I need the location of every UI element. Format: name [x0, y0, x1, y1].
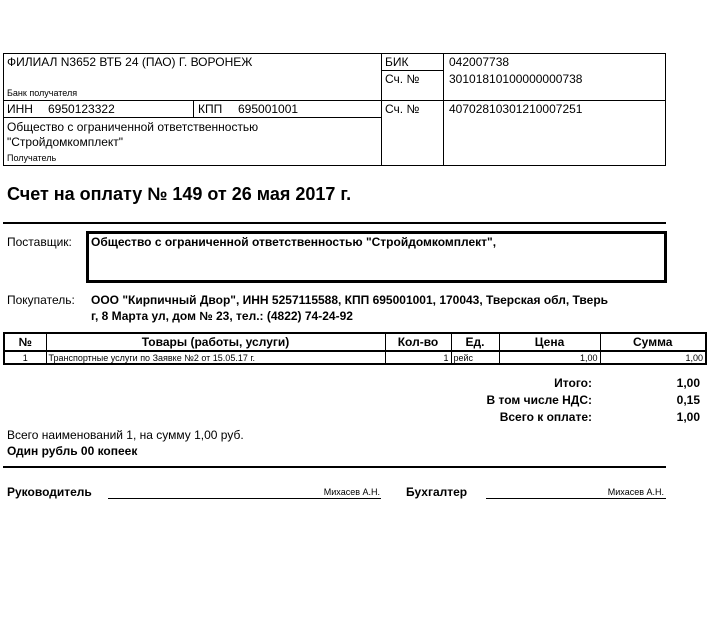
vat-value: 0,15: [676, 393, 700, 407]
bank-name: ФИЛИАЛ N3652 ВТБ 24 (ПАО) Г. ВОРОНЕЖ: [7, 55, 253, 69]
supplier-label: Поставщик:: [7, 235, 72, 249]
bik-value: 042007738: [449, 55, 510, 69]
cell-unit: рейс: [451, 351, 499, 364]
inn-value: 6950123322: [48, 102, 115, 116]
cell-qty: 1: [385, 351, 451, 364]
table-row: [4, 351, 706, 364]
corr-account-label: Сч. №: [385, 72, 420, 86]
corr-account-value: 30101810100000000738: [449, 72, 583, 86]
col-header-sum: Сумма: [600, 333, 706, 351]
cell-num: 1: [4, 351, 46, 364]
due-value: 1,00: [676, 410, 700, 424]
buyer-line-2: г, 8 Марта ул, дом № 23, тел.: (4822) 74-24-92: [91, 309, 353, 323]
recipient-line-2: "Стройдомкомплект": [7, 135, 124, 149]
bik-label: БИК: [385, 55, 409, 69]
accountant-label: Бухгалтер: [406, 485, 468, 499]
inn-label: ИНН: [7, 102, 33, 116]
invoice-title: Счет на оплату № 149 от 26 мая 2017 г.: [7, 184, 352, 204]
director-label: Руководитель: [7, 485, 92, 499]
total-label: Итого:: [554, 376, 592, 390]
account-label: Сч. №: [385, 102, 420, 116]
cell-goods: Транспортные услуги по Заявке №2 от 15.05.17 г.: [46, 351, 385, 364]
director-signature-line: [108, 498, 381, 499]
divider: [193, 100, 194, 117]
account-value: 40702810301210007251: [449, 102, 583, 116]
buyer-line-1: ООО "Кирпичный Двор", ИНН 5257115588, КПП 695001001, 170043, Тверская обл, Тверь: [91, 293, 609, 307]
divider: [381, 100, 666, 101]
bank-caption: Банк получателя: [7, 88, 78, 98]
divider: [3, 100, 382, 101]
col-header-num: №: [4, 333, 46, 351]
divider: [3, 117, 382, 118]
col-header-unit: Ед.: [451, 333, 499, 351]
total-value: 1,00: [676, 376, 700, 390]
director-name: Михасев А.Н.: [323, 487, 380, 497]
kpp-value: 695001001: [238, 102, 299, 116]
supplier-value: Общество с ограниченной ответственностью "Стройдомкомплект",: [91, 235, 497, 249]
accountant-name: Михасев А.Н.: [607, 487, 664, 497]
recipient-caption: Получатель: [7, 153, 57, 163]
kpp-label: КПП: [198, 102, 223, 116]
col-header-goods: Товары (работы, услуги): [46, 333, 385, 351]
recipient-line-1: Общество с ограниченной ответственностью: [7, 120, 259, 134]
summary-underline: [3, 466, 666, 468]
divider: [381, 70, 444, 71]
col-header-price: Цена: [499, 333, 600, 351]
col-header-qty: Кол-во: [385, 333, 451, 351]
summary-count: Всего наименований 1, на сумму 1,00 руб.: [7, 428, 244, 442]
due-label: Всего к оплате:: [499, 410, 592, 424]
items-table: [3, 332, 707, 365]
summary-words: Один рубль 00 копеек: [7, 444, 138, 458]
vat-label: В том числе НДС:: [486, 393, 592, 407]
accountant-signature-line: [486, 498, 666, 499]
items-header-row: [4, 333, 706, 351]
cell-sum: 1,00: [600, 351, 706, 364]
title-underline: [3, 222, 666, 224]
cell-price: 1,00: [499, 351, 600, 364]
buyer-label: Покупатель:: [7, 293, 75, 307]
